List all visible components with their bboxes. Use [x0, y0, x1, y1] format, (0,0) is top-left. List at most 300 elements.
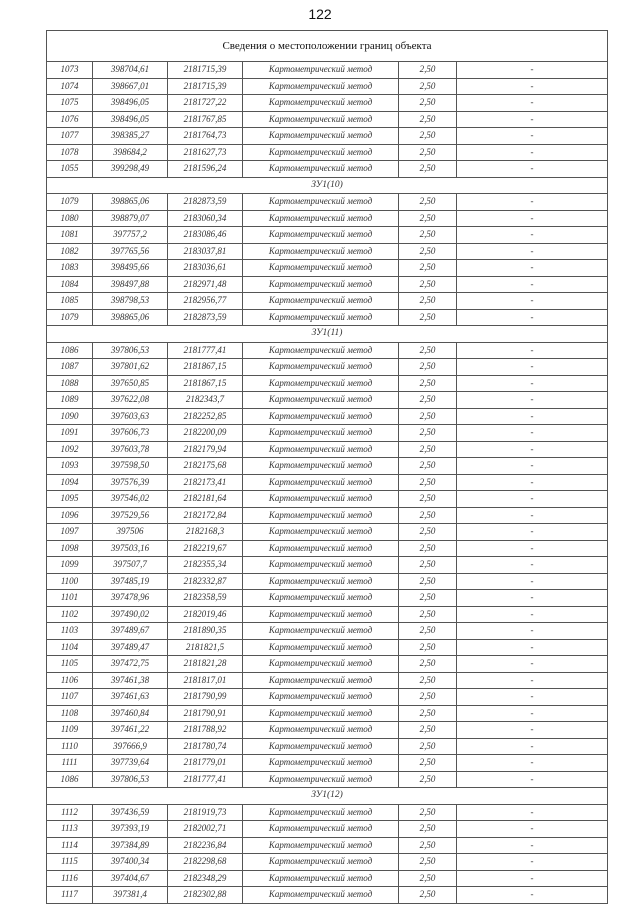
- x-coordinate-cell: 397622,08: [93, 392, 168, 409]
- method-cell: Картометрический метод: [243, 870, 399, 887]
- accuracy-cell: 2,50: [399, 557, 457, 574]
- point-number-cell: 1086: [47, 342, 93, 359]
- x-coordinate-cell: 397436,59: [93, 804, 168, 821]
- point-number-cell: 1102: [47, 606, 93, 623]
- x-coordinate-cell: 397801,62: [93, 359, 168, 376]
- point-number-cell: 1099: [47, 557, 93, 574]
- point-number-cell: 1114: [47, 837, 93, 854]
- method-cell: Картометрический метод: [243, 656, 399, 673]
- method-cell: Картометрический метод: [243, 408, 399, 425]
- y-coordinate-cell: 2183037,81: [168, 243, 243, 260]
- accuracy-cell: 2,50: [399, 771, 457, 788]
- description-cell: -: [457, 738, 608, 755]
- table-row: [47, 111, 608, 128]
- y-coordinate-cell: 2181821,28: [168, 656, 243, 673]
- accuracy-cell: 2,50: [399, 78, 457, 95]
- y-coordinate-cell: 2181780,74: [168, 738, 243, 755]
- method-cell: Картометрический метод: [243, 672, 399, 689]
- y-coordinate-cell: 2182236,84: [168, 837, 243, 854]
- table-row: [47, 161, 608, 178]
- table-row: [47, 144, 608, 161]
- boundary-table-body: [47, 31, 608, 904]
- x-coordinate-cell: 397739,64: [93, 755, 168, 772]
- x-coordinate-cell: 397400,34: [93, 854, 168, 871]
- method-cell: Картометрический метод: [243, 557, 399, 574]
- accuracy-cell: 2,50: [399, 408, 457, 425]
- x-coordinate-cell: 397489,67: [93, 623, 168, 640]
- description-cell: -: [457, 689, 608, 706]
- description-cell: -: [457, 95, 608, 112]
- method-cell: Картометрический метод: [243, 540, 399, 557]
- accuracy-cell: 2,50: [399, 144, 457, 161]
- point-number-cell: 1088: [47, 375, 93, 392]
- accuracy-cell: 2,50: [399, 573, 457, 590]
- x-coordinate-cell: 398704,61: [93, 62, 168, 79]
- description-cell: -: [457, 194, 608, 211]
- table-header-row: [47, 31, 608, 62]
- x-coordinate-cell: 398496,05: [93, 95, 168, 112]
- description-cell: -: [457, 293, 608, 310]
- method-cell: Картометрический метод: [243, 639, 399, 656]
- y-coordinate-cell: 2181867,15: [168, 359, 243, 376]
- description-cell: -: [457, 540, 608, 557]
- y-coordinate-cell: 2181627,73: [168, 144, 243, 161]
- table-row: [47, 771, 608, 788]
- point-number-cell: 1110: [47, 738, 93, 755]
- method-cell: Картометрический метод: [243, 474, 399, 491]
- y-coordinate-cell: 2181788,92: [168, 722, 243, 739]
- y-coordinate-cell: 2182200,09: [168, 425, 243, 442]
- table-row: [47, 408, 608, 425]
- table-row: [47, 722, 608, 739]
- y-coordinate-cell: 2181777,41: [168, 771, 243, 788]
- description-cell: -: [457, 656, 608, 673]
- description-cell: -: [457, 557, 608, 574]
- method-cell: Картометрический метод: [243, 227, 399, 244]
- point-number-cell: 1080: [47, 210, 93, 227]
- y-coordinate-cell: 2181596,24: [168, 161, 243, 178]
- section-row: [47, 788, 608, 805]
- x-coordinate-cell: 397757,2: [93, 227, 168, 244]
- method-cell: Картометрический метод: [243, 854, 399, 871]
- accuracy-cell: 2,50: [399, 738, 457, 755]
- accuracy-cell: 2,50: [399, 392, 457, 409]
- accuracy-cell: 2,50: [399, 722, 457, 739]
- accuracy-cell: 2,50: [399, 474, 457, 491]
- boundary-table: [46, 30, 608, 904]
- description-cell: -: [457, 804, 608, 821]
- x-coordinate-cell: 397598,50: [93, 458, 168, 475]
- method-cell: Картометрический метод: [243, 722, 399, 739]
- y-coordinate-cell: 2181817,01: [168, 672, 243, 689]
- x-coordinate-cell: 398798,53: [93, 293, 168, 310]
- description-cell: -: [457, 128, 608, 145]
- method-cell: Картометрический метод: [243, 689, 399, 706]
- point-number-cell: 1076: [47, 111, 93, 128]
- x-coordinate-cell: 397503,16: [93, 540, 168, 557]
- x-coordinate-cell: 397529,56: [93, 507, 168, 524]
- x-coordinate-cell: 397404,67: [93, 870, 168, 887]
- x-coordinate-cell: 397506: [93, 524, 168, 541]
- accuracy-cell: 2,50: [399, 375, 457, 392]
- point-number-cell: 1091: [47, 425, 93, 442]
- x-coordinate-cell: 397460,84: [93, 705, 168, 722]
- x-coordinate-cell: 397603,63: [93, 408, 168, 425]
- y-coordinate-cell: 2183086,46: [168, 227, 243, 244]
- section-row: [47, 177, 608, 194]
- point-number-cell: 1103: [47, 623, 93, 640]
- table-row: [47, 441, 608, 458]
- table-row: [47, 128, 608, 145]
- description-cell: -: [457, 722, 608, 739]
- description-cell: -: [457, 821, 608, 838]
- table-row: [47, 227, 608, 244]
- description-cell: -: [457, 359, 608, 376]
- accuracy-cell: 2,50: [399, 606, 457, 623]
- accuracy-cell: 2,50: [399, 359, 457, 376]
- accuracy-cell: 2,50: [399, 276, 457, 293]
- description-cell: -: [457, 755, 608, 772]
- x-coordinate-cell: 398495,66: [93, 260, 168, 277]
- description-cell: -: [457, 524, 608, 541]
- y-coordinate-cell: 2182173,41: [168, 474, 243, 491]
- y-coordinate-cell: 2182002,71: [168, 821, 243, 838]
- accuracy-cell: 2,50: [399, 227, 457, 244]
- y-coordinate-cell: 2182873,59: [168, 309, 243, 326]
- y-coordinate-cell: 2182172,84: [168, 507, 243, 524]
- description-cell: -: [457, 62, 608, 79]
- x-coordinate-cell: 398879,07: [93, 210, 168, 227]
- point-number-cell: 1101: [47, 590, 93, 607]
- description-cell: -: [457, 458, 608, 475]
- method-cell: Картометрический метод: [243, 507, 399, 524]
- point-number-cell: 1098: [47, 540, 93, 557]
- accuracy-cell: 2,50: [399, 689, 457, 706]
- point-number-cell: 1094: [47, 474, 93, 491]
- x-coordinate-cell: 398496,05: [93, 111, 168, 128]
- y-coordinate-cell: 2182179,94: [168, 441, 243, 458]
- y-coordinate-cell: 2181767,85: [168, 111, 243, 128]
- x-coordinate-cell: 397507,7: [93, 557, 168, 574]
- table-row: [47, 342, 608, 359]
- x-coordinate-cell: 397806,53: [93, 342, 168, 359]
- point-number-cell: 1116: [47, 870, 93, 887]
- x-coordinate-cell: 397666,9: [93, 738, 168, 755]
- method-cell: Картометрический метод: [243, 755, 399, 772]
- table-row: [47, 260, 608, 277]
- description-cell: -: [457, 144, 608, 161]
- method-cell: Картометрический метод: [243, 276, 399, 293]
- point-number-cell: 1111: [47, 755, 93, 772]
- table-row: [47, 606, 608, 623]
- point-number-cell: 1109: [47, 722, 93, 739]
- y-coordinate-cell: 2181777,41: [168, 342, 243, 359]
- point-number-cell: 1117: [47, 887, 93, 904]
- method-cell: Картометрический метод: [243, 78, 399, 95]
- table-row: [47, 62, 608, 79]
- method-cell: Картометрический метод: [243, 293, 399, 310]
- x-coordinate-cell: 397765,56: [93, 243, 168, 260]
- point-number-cell: 1107: [47, 689, 93, 706]
- y-coordinate-cell: 2182175,68: [168, 458, 243, 475]
- table-row: [47, 870, 608, 887]
- accuracy-cell: 2,50: [399, 623, 457, 640]
- point-number-cell: 1083: [47, 260, 93, 277]
- point-number-cell: 1078: [47, 144, 93, 161]
- accuracy-cell: 2,50: [399, 161, 457, 178]
- table-row: [47, 738, 608, 755]
- method-cell: Картометрический метод: [243, 887, 399, 904]
- method-cell: Картометрический метод: [243, 738, 399, 755]
- method-cell: Картометрический метод: [243, 623, 399, 640]
- y-coordinate-cell: 2183036,61: [168, 260, 243, 277]
- method-cell: Картометрический метод: [243, 425, 399, 442]
- y-coordinate-cell: 2182181,64: [168, 491, 243, 508]
- accuracy-cell: 2,50: [399, 194, 457, 211]
- table-row: [47, 359, 608, 376]
- table-row: [47, 507, 608, 524]
- y-coordinate-cell: 2181821,5: [168, 639, 243, 656]
- accuracy-cell: 2,50: [399, 639, 457, 656]
- method-cell: Картометрический метод: [243, 573, 399, 590]
- point-number-cell: 1095: [47, 491, 93, 508]
- accuracy-cell: 2,50: [399, 128, 457, 145]
- method-cell: Картометрический метод: [243, 837, 399, 854]
- x-coordinate-cell: 397606,73: [93, 425, 168, 442]
- x-coordinate-cell: 398865,06: [93, 309, 168, 326]
- y-coordinate-cell: 2181790,99: [168, 689, 243, 706]
- x-coordinate-cell: 397806,53: [93, 771, 168, 788]
- y-coordinate-cell: 2181715,39: [168, 78, 243, 95]
- point-number-cell: 1097: [47, 524, 93, 541]
- table-title: Сведения о местоположении границ объекта: [47, 31, 608, 62]
- table-row: [47, 887, 608, 904]
- method-cell: Картометрический метод: [243, 161, 399, 178]
- x-coordinate-cell: 397650,85: [93, 375, 168, 392]
- x-coordinate-cell: 398684,2: [93, 144, 168, 161]
- y-coordinate-cell: 2182332,87: [168, 573, 243, 590]
- point-number-cell: 1104: [47, 639, 93, 656]
- description-cell: -: [457, 870, 608, 887]
- x-coordinate-cell: 397461,38: [93, 672, 168, 689]
- section-label: ЗУ1(11): [47, 326, 608, 343]
- accuracy-cell: 2,50: [399, 870, 457, 887]
- method-cell: Картометрический метод: [243, 392, 399, 409]
- accuracy-cell: 2,50: [399, 62, 457, 79]
- description-cell: -: [457, 771, 608, 788]
- y-coordinate-cell: 2182019,46: [168, 606, 243, 623]
- method-cell: Картометрический метод: [243, 194, 399, 211]
- description-cell: -: [457, 507, 608, 524]
- point-number-cell: 1077: [47, 128, 93, 145]
- point-number-cell: 1085: [47, 293, 93, 310]
- description-cell: -: [457, 425, 608, 442]
- section-label: ЗУ1(10): [47, 177, 608, 194]
- x-coordinate-cell: 397381,4: [93, 887, 168, 904]
- x-coordinate-cell: 397478,96: [93, 590, 168, 607]
- point-number-cell: 1079: [47, 309, 93, 326]
- table-row: [47, 458, 608, 475]
- point-number-cell: 1084: [47, 276, 93, 293]
- point-number-cell: 1087: [47, 359, 93, 376]
- table-row: [47, 672, 608, 689]
- x-coordinate-cell: 397472,75: [93, 656, 168, 673]
- point-number-cell: 1089: [47, 392, 93, 409]
- description-cell: -: [457, 111, 608, 128]
- accuracy-cell: 2,50: [399, 441, 457, 458]
- table-row: [47, 854, 608, 871]
- method-cell: Картометрический метод: [243, 590, 399, 607]
- description-cell: -: [457, 342, 608, 359]
- method-cell: Картометрический метод: [243, 524, 399, 541]
- y-coordinate-cell: 2182956,77: [168, 293, 243, 310]
- accuracy-cell: 2,50: [399, 821, 457, 838]
- table-row: [47, 524, 608, 541]
- method-cell: Картометрический метод: [243, 62, 399, 79]
- accuracy-cell: 2,50: [399, 854, 457, 871]
- description-cell: -: [457, 705, 608, 722]
- table-row: [47, 491, 608, 508]
- method-cell: Картометрический метод: [243, 375, 399, 392]
- table-row: [47, 293, 608, 310]
- x-coordinate-cell: 397490,02: [93, 606, 168, 623]
- description-cell: -: [457, 837, 608, 854]
- accuracy-cell: 2,50: [399, 656, 457, 673]
- accuracy-cell: 2,50: [399, 590, 457, 607]
- method-cell: Картометрический метод: [243, 359, 399, 376]
- y-coordinate-cell: 2181919,73: [168, 804, 243, 821]
- table-row: [47, 821, 608, 838]
- point-number-cell: 1093: [47, 458, 93, 475]
- description-cell: -: [457, 392, 608, 409]
- y-coordinate-cell: 2182358,59: [168, 590, 243, 607]
- description-cell: -: [457, 260, 608, 277]
- y-coordinate-cell: 2182873,59: [168, 194, 243, 211]
- description-cell: -: [457, 606, 608, 623]
- accuracy-cell: 2,50: [399, 309, 457, 326]
- method-cell: Картометрический метод: [243, 804, 399, 821]
- description-cell: -: [457, 309, 608, 326]
- point-number-cell: 1092: [47, 441, 93, 458]
- accuracy-cell: 2,50: [399, 837, 457, 854]
- description-cell: -: [457, 590, 608, 607]
- table-row: [47, 95, 608, 112]
- accuracy-cell: 2,50: [399, 540, 457, 557]
- page-number: 122: [308, 6, 332, 22]
- description-cell: -: [457, 672, 608, 689]
- table-row: [47, 639, 608, 656]
- description-cell: -: [457, 854, 608, 871]
- x-coordinate-cell: 397576,39: [93, 474, 168, 491]
- accuracy-cell: 2,50: [399, 111, 457, 128]
- method-cell: Картометрический метод: [243, 342, 399, 359]
- table-row: [47, 804, 608, 821]
- table-row: [47, 243, 608, 260]
- table-row: [47, 392, 608, 409]
- x-coordinate-cell: 398865,06: [93, 194, 168, 211]
- table-row: [47, 78, 608, 95]
- x-coordinate-cell: 398497,88: [93, 276, 168, 293]
- point-number-cell: 1073: [47, 62, 93, 79]
- method-cell: Картометрический метод: [243, 95, 399, 112]
- accuracy-cell: 2,50: [399, 210, 457, 227]
- method-cell: Картометрический метод: [243, 144, 399, 161]
- description-cell: -: [457, 441, 608, 458]
- method-cell: Картометрический метод: [243, 210, 399, 227]
- description-cell: -: [457, 623, 608, 640]
- x-coordinate-cell: 397384,89: [93, 837, 168, 854]
- description-cell: -: [457, 227, 608, 244]
- method-cell: Картометрический метод: [243, 243, 399, 260]
- accuracy-cell: 2,50: [399, 293, 457, 310]
- description-cell: -: [457, 276, 608, 293]
- accuracy-cell: 2,50: [399, 491, 457, 508]
- y-coordinate-cell: 2182219,67: [168, 540, 243, 557]
- description-cell: -: [457, 161, 608, 178]
- point-number-cell: 1112: [47, 804, 93, 821]
- accuracy-cell: 2,50: [399, 260, 457, 277]
- section-label: ЗУ1(12): [47, 788, 608, 805]
- table-row: [47, 590, 608, 607]
- x-coordinate-cell: 397485,19: [93, 573, 168, 590]
- y-coordinate-cell: 2182355,34: [168, 557, 243, 574]
- boundary-table-sheet: [46, 30, 607, 904]
- table-row: [47, 557, 608, 574]
- y-coordinate-cell: 2181764,73: [168, 128, 243, 145]
- point-number-cell: 1105: [47, 656, 93, 673]
- description-cell: -: [457, 573, 608, 590]
- method-cell: Картометрический метод: [243, 821, 399, 838]
- table-row: [47, 689, 608, 706]
- table-row: [47, 309, 608, 326]
- point-number-cell: 1096: [47, 507, 93, 524]
- y-coordinate-cell: 2182252,85: [168, 408, 243, 425]
- section-row: [47, 326, 608, 343]
- point-number-cell: 1108: [47, 705, 93, 722]
- description-cell: -: [457, 210, 608, 227]
- method-cell: Картометрический метод: [243, 441, 399, 458]
- point-number-cell: 1115: [47, 854, 93, 871]
- description-cell: -: [457, 408, 608, 425]
- x-coordinate-cell: 398667,01: [93, 78, 168, 95]
- point-number-cell: 1086: [47, 771, 93, 788]
- x-coordinate-cell: 397461,22: [93, 722, 168, 739]
- point-number-cell: 1055: [47, 161, 93, 178]
- accuracy-cell: 2,50: [399, 524, 457, 541]
- table-row: [47, 210, 608, 227]
- method-cell: Картометрический метод: [243, 309, 399, 326]
- accuracy-cell: 2,50: [399, 672, 457, 689]
- accuracy-cell: 2,50: [399, 458, 457, 475]
- y-coordinate-cell: 2182348,29: [168, 870, 243, 887]
- accuracy-cell: 2,50: [399, 507, 457, 524]
- point-number-cell: 1079: [47, 194, 93, 211]
- point-number-cell: 1106: [47, 672, 93, 689]
- accuracy-cell: 2,50: [399, 95, 457, 112]
- point-number-cell: 1074: [47, 78, 93, 95]
- table-row: [47, 276, 608, 293]
- y-coordinate-cell: 2182302,88: [168, 887, 243, 904]
- point-number-cell: 1082: [47, 243, 93, 260]
- description-cell: -: [457, 887, 608, 904]
- method-cell: Картометрический метод: [243, 491, 399, 508]
- x-coordinate-cell: 399298,49: [93, 161, 168, 178]
- accuracy-cell: 2,50: [399, 425, 457, 442]
- method-cell: Картометрический метод: [243, 771, 399, 788]
- y-coordinate-cell: 2181779,01: [168, 755, 243, 772]
- y-coordinate-cell: 2182298,68: [168, 854, 243, 871]
- x-coordinate-cell: 397603,78: [93, 441, 168, 458]
